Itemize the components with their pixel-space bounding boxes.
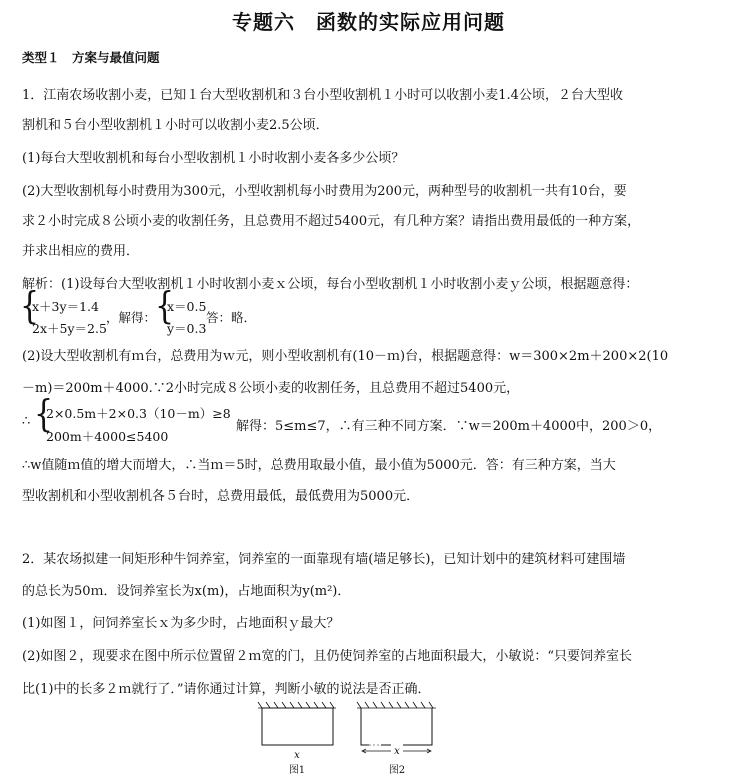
- answer-brief: 答：略．: [206, 310, 257, 325]
- solution-line-5: ∴w值随ｍ值的增大而增大，∴当ｍ＝5时，总费用取最小值，最小值为5000元．答：有三种方案，当大: [22, 458, 616, 473]
- q1-part-2-line-1: (2)大型收割机每小时费用为300元，小型收割机每小时费用为200元，两种型号的收割机一共有10台，要: [22, 184, 627, 199]
- equation-1b: 2x＋5y＝2.5: [32, 321, 107, 336]
- system-brace-1: {: [20, 284, 40, 329]
- system-brace-3: {: [34, 392, 54, 437]
- solution-y: y＝0.3: [167, 321, 207, 336]
- figure-2-var: x: [394, 746, 400, 757]
- q1-part-2-line-2: 求２小时完成８公顷小麦的收割任务，且总费用不超过5400元，有几种方案？请指出费用最低的一种方案，: [22, 214, 641, 229]
- q2-line-2: 的总长为50ｍ．设饲养室长为x(m)，占地面积为y(m²)．: [22, 584, 351, 599]
- solution-line-1: 解析：(1)设每台大型收割机１小时收割小麦ｘ公顷，每台小型收割机１小时收割小麦ｙ公顷，根据题意得：: [22, 277, 639, 292]
- q2-part-2-line-1: (2)如图２，现要求在图中所示位置留２ｍ宽的门，且仍使饲养室的占地面积最大，小敏说：“只要饲养室长: [22, 649, 633, 664]
- inequality-1: 2×0.5m＋2×0.3（10－m）≥8: [46, 406, 231, 421]
- inequality-2: 200m＋4000≤5400: [46, 429, 169, 444]
- section-heading: 类型１ 方案与最值问题: [22, 50, 160, 65]
- figure-1-var: x: [294, 750, 300, 761]
- q1-line-2: 割机和５台小型收割机１小时可以收割小麦2.5公顷．: [22, 118, 329, 133]
- enclosure-2: [361, 708, 369, 745]
- enclosure-1: [262, 708, 333, 745]
- q1-part-1: (1)每台大型收割机和每台小型收割机１小时收割小麦各多少公顷？: [22, 151, 405, 166]
- q2-part-2-line-2: 比(1)中的长多２ｍ就行了．”请你通过计算，判断小敏的说法是否正确．: [22, 682, 431, 697]
- enclosure-2b: [381, 708, 432, 745]
- equation-1a: x＋3y＝1.4: [32, 299, 99, 314]
- solution-line-6: 型收割机和小型收割机各５台时，总费用最低，最低费用为5000元．: [22, 489, 420, 504]
- solution-line-4: 解得：5≤m≤7，∴有三种不同方案．∵w＝200m＋4000中，200＞0，: [236, 419, 662, 434]
- page-title: 专题六 函数的实际应用问题: [232, 10, 505, 34]
- q1-line-1: 1．江南农场收割小麦，已知１台大型收割机和３台小型收割机１小时可以收割小麦1.4公顷，２台大型收: [22, 88, 623, 103]
- q2-part-1: (1)如图１，问饲养室长ｘ为多少时，占地面积ｙ最大？: [22, 616, 340, 631]
- wall-hatch-1: [258, 702, 336, 708]
- figure-2-label: 图2: [388, 765, 406, 776]
- system-brace-2: {: [155, 284, 175, 329]
- solution-x: x＝0.5: [167, 299, 207, 314]
- q1-part-2-line-3: 并求出相应的费用．: [22, 244, 140, 259]
- solution-line-2: (2)设大型收割机有ｍ台，总费用为ｗ元，则小型收割机有(10－ｍ)台，根据题意得：w＝300×2m＋200×2(10: [22, 349, 669, 364]
- q2-line-1: 2．某农场拟建一间矩形种牛饲养室，饲养室的一面靠现有墙(墙足够长)，已知计划中的建筑材料可建围墙: [22, 552, 626, 567]
- figure-1-label: 图1: [288, 765, 306, 776]
- solution-line-3: －m)＝200m＋4000.∵2小时完成８公顷小麦的收割任务，且总费用不超过5400元，: [22, 381, 520, 396]
- wall-hatch-2: [357, 702, 436, 708]
- therefore-symbol: ∴: [22, 414, 31, 429]
- figure-1: [258, 702, 336, 745]
- solve-text: ，解得：: [106, 310, 157, 325]
